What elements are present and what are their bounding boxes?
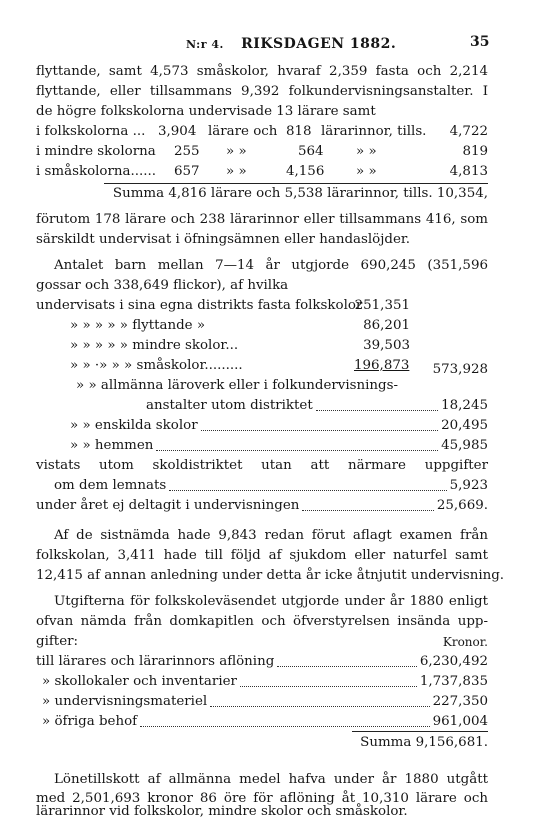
- cell: 4,156: [286, 164, 325, 179]
- stat-value: 196,873: [354, 358, 410, 373]
- sum-rule: [352, 731, 488, 732]
- dot-leader: [140, 726, 430, 727]
- stat-label: undervisats i sina egna distrikts fasta folkskolor: [36, 298, 363, 313]
- dot-leader: [316, 410, 438, 411]
- stat-label: om dem lemnats: [54, 478, 167, 493]
- text-line: gossar och 338,649 flickor), af hvilka: [36, 278, 289, 293]
- stat-row: [36, 356, 488, 376]
- cell: 4,722: [449, 124, 488, 139]
- header-title: RIKSDAGEN 1882.: [241, 36, 397, 52]
- text-line: folkskolan, 3,411 hade till följd af sjukdom eller naturfel samt: [36, 548, 488, 563]
- cell: » »: [226, 144, 247, 159]
- cell: lärarinnor, tills.: [321, 124, 427, 139]
- row-label: i småskolorna......: [36, 164, 157, 179]
- stat-row: [36, 336, 410, 356]
- teacher-table-row: [36, 122, 488, 142]
- stat-label: under året ej deltagit i undervisningen: [36, 498, 300, 513]
- expense-value: 227,350: [432, 694, 488, 709]
- text-line: Lönetillskott af allmänna medel hafva under år 1880 utgått: [54, 772, 488, 787]
- stat-label: » » » » » flyttande »: [70, 318, 206, 333]
- currency-header: Kronor.: [442, 635, 488, 649]
- text-line: Antalet barn mellan 7—14 år utgjorde 690,245 (351,596: [54, 258, 488, 273]
- text-line: flyttande, samt 4,573 småskolor, hvaraf 2,359 fasta och 2,214: [36, 64, 488, 79]
- cell: 819: [462, 144, 488, 159]
- row-label: i mindre skolorna: [36, 144, 156, 159]
- stat-row: [36, 296, 410, 316]
- expense-label: till lärares och lärarinnors aflöning: [36, 654, 275, 669]
- stat-value: 18,245: [441, 398, 488, 413]
- expense-value: 1,737,835: [419, 674, 488, 689]
- text-line: » » allmänna läroverk eller i folkundervisnings-: [76, 378, 398, 393]
- summa-line: Summa 9,156,681.: [360, 735, 488, 750]
- expense-row: [36, 712, 488, 732]
- text-line: ofvan nämda från domkapitlen och öfverstyrelsen insända upp-: [36, 614, 488, 629]
- row-label: i folkskolorna ...: [36, 124, 146, 139]
- expense-label: » undervisningsmateriel: [42, 694, 208, 709]
- text-line: de högre folkskolorna undervisade 13 lärare samt: [36, 104, 376, 119]
- stat-row: [36, 316, 410, 336]
- cell: 564: [298, 144, 324, 159]
- dot-leader: [156, 450, 438, 451]
- text-line: Af de sistnämda hade 9,843 redan förut aflagt examen från: [54, 528, 488, 543]
- dot-leader: [277, 666, 417, 667]
- text-line: lärarinnor vid folkskolor, mindre skolor och småskolor.: [36, 804, 408, 819]
- subtotal-value: 573,928: [432, 362, 488, 377]
- stat-row: [36, 416, 488, 436]
- cell: 255: [174, 144, 200, 159]
- expense-row: [36, 692, 488, 712]
- text-line: med 2,501,693 kronor 86 öre för aflöning åt 10,310 lärare och: [36, 791, 488, 806]
- cell: » »: [226, 164, 247, 179]
- expense-label: » skollokaler och inventarier: [42, 674, 237, 689]
- expense-value: 961,004: [432, 714, 488, 729]
- stat-value: 39,503: [363, 338, 410, 353]
- dot-leader: [169, 490, 446, 491]
- text-line: [36, 632, 488, 652]
- stat-label: » » hemmen: [70, 438, 154, 453]
- dot-leader: [210, 706, 429, 707]
- text-line: Utgifterna för folkskoleväsendet utgjorde under år 1880 enligt: [54, 594, 488, 609]
- stat-label: anstalter utom distriktet: [146, 398, 313, 413]
- cell: » »: [356, 144, 377, 159]
- summa-line: Summa 4,816 lärare och 5,538 lärarinnor, tills. 10,354,: [112, 186, 488, 201]
- stat-row: [36, 396, 488, 416]
- stat-label: » » » » » mindre skolor...: [70, 338, 239, 353]
- expense-row: [36, 672, 488, 692]
- gifter-label: gifter:: [36, 634, 79, 649]
- stat-label: » » ·» » » småskolor.........: [70, 358, 243, 373]
- running-header: [186, 36, 396, 52]
- dot-leader: [240, 686, 417, 687]
- cell: 818: [286, 124, 312, 139]
- stat-row: [36, 436, 488, 456]
- stat-value: 20,495: [441, 418, 488, 433]
- text-line: förutom 178 lärare och 238 lärarinnor eller tillsammans 416, som: [36, 212, 488, 227]
- text-line: 12,415 af annan anledning under detta år icke åtnjutit undervisning.: [36, 568, 505, 583]
- page-number: 35: [470, 34, 490, 50]
- dot-leader: [201, 430, 439, 431]
- stat-row: [36, 476, 488, 496]
- stat-value: 86,201: [363, 318, 410, 333]
- stat-value: 251,351: [354, 298, 410, 313]
- teacher-table-row: [36, 142, 488, 162]
- cell: 3,904: [158, 124, 197, 139]
- stat-value: 45,985: [441, 438, 488, 453]
- text-line: flyttande, eller tillsammans 9,392 folkundervisningsanstalter. I: [36, 84, 488, 99]
- dot-leader: [302, 510, 434, 511]
- expense-row: [36, 652, 488, 672]
- text-line: särskildt undervisat i öfningsämnen eller handaslöjder.: [36, 232, 411, 247]
- cell: 4,813: [449, 164, 488, 179]
- issue-number: N:r 4.: [186, 38, 224, 51]
- stat-value: 5,923: [449, 478, 488, 493]
- text-line: vistats utom skoldistriktet utan att närmare uppgifter: [36, 458, 488, 473]
- cell: » »: [356, 164, 377, 179]
- cell: lärare och: [208, 124, 278, 139]
- stat-row: [36, 496, 488, 516]
- stat-value: 25,669.: [436, 498, 488, 513]
- expense-label: » öfriga behof: [42, 714, 138, 729]
- teacher-table-row: [36, 162, 488, 182]
- expense-value: 6,230,492: [419, 654, 488, 669]
- stat-label: » » enskilda skolor: [70, 418, 198, 433]
- cell: 657: [174, 164, 200, 179]
